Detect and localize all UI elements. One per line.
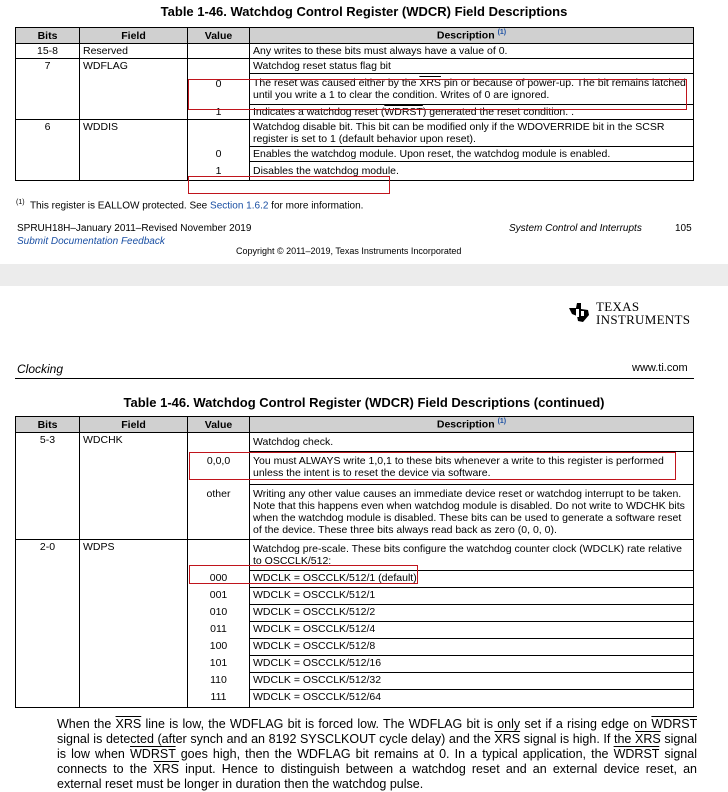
value-cell: 0,0,0: [188, 452, 250, 485]
value-cell: 0: [188, 147, 250, 162]
header-description: [250, 417, 694, 433]
desc-cell: Watchdog pre-scale. These bits configure the watchdog counter clock (WDCLK) rate relative to OSCCLK/512:: [250, 540, 694, 571]
ti-logo: [566, 300, 690, 326]
header-description-label: Description: [436, 29, 495, 42]
header-value: Value: [188, 417, 250, 433]
value-cell: 011: [188, 622, 250, 639]
table-row: [16, 622, 694, 639]
field-cell: WDPS: [80, 540, 188, 571]
header-bits: Bits: [16, 28, 80, 44]
page-number: 105: [675, 223, 692, 234]
section-header: Clocking: [17, 362, 64, 376]
field-cell: WDDIS: [80, 120, 188, 147]
value-cell: 110: [188, 673, 250, 690]
table-row: [16, 571, 694, 588]
table-row: [16, 433, 694, 452]
header-rule: [15, 378, 694, 379]
doc-id: SPRUH18H–January 2011–Revised November 2019: [17, 223, 252, 234]
header-field: Field: [80, 417, 188, 433]
logo-line1: TEXAS: [596, 299, 640, 314]
table-header: [16, 417, 694, 433]
desc-cell: WDCLK = OSCCLK/512/16: [250, 656, 694, 673]
header-value: Value: [188, 28, 250, 44]
table-row: [16, 540, 694, 571]
table-row: [16, 452, 694, 485]
desc-cell: The reset was caused either by the $\overline{XRS}$ pin or because of power-up. The bit remains latched until you write a 1 to clear the condition. Writes of 0 are ignored.: [250, 74, 694, 105]
page-separator: [0, 264, 728, 286]
value-cell: 101: [188, 656, 250, 673]
desc-cell: Watchdog disable bit. This bit can be modified only if the WDOVERRIDE bit in the SCSR register is set to 1 (default behavior upon reset).: [250, 120, 694, 147]
value-cell: [188, 59, 250, 74]
desc-cell: Watchdog reset status flag bit: [250, 59, 694, 74]
value-cell: 1: [188, 105, 250, 120]
table-row: [16, 485, 694, 540]
table-row: [16, 147, 694, 162]
header-bits: Bits: [16, 417, 80, 433]
desc-cell: Any writes to these bits must always have a value of 0.: [250, 44, 694, 59]
ti-logo-icon: [566, 300, 592, 326]
bits-cell: 2-0: [16, 540, 80, 571]
value-cell: 100: [188, 639, 250, 656]
bits-cell: 5-3: [16, 433, 80, 452]
table-row: [16, 120, 694, 147]
table-row: [16, 59, 694, 74]
table-row: [16, 673, 694, 690]
table-title: Table 1-46. Watchdog Control Register (WDCR) Field Descriptions: [160, 4, 568, 19]
table-row: [16, 105, 694, 120]
desc-cell: WDCLK = OSCCLK/512/4: [250, 622, 694, 639]
desc-cell: Indicates a watchdog reset (WDRST) generated the reset condition. .: [250, 105, 694, 120]
bits-cell: 6: [16, 120, 80, 147]
header-description-label: Description: [436, 418, 495, 431]
value-cell: 000: [188, 571, 250, 588]
table-row: [16, 690, 694, 708]
footnote-ref: (1): [497, 29, 507, 37]
feedback-link[interactable]: Submit Documentation Feedback: [17, 236, 165, 247]
value-cell: [188, 44, 250, 59]
field-cell: Reserved: [80, 44, 188, 59]
bits-cell: 15-8: [16, 44, 80, 59]
footnote: $^{(1)}$ This register is EALLOW protected. See Section 1.6.2 for more information.: [16, 199, 364, 212]
section-link[interactable]: Section 1.6.2: [210, 200, 269, 212]
desc-cell: WDCLK = OSCCLK/512/1 (default): [250, 571, 694, 588]
section-name: System Control and Interrupts: [509, 223, 642, 234]
site-url[interactable]: www.ti.com: [632, 362, 688, 374]
field-cell: WDFLAG: [80, 59, 188, 74]
value-cell: 0: [188, 74, 250, 105]
table-row: [16, 588, 694, 605]
table-header: [16, 28, 694, 44]
table-title: Table 1-46. Watchdog Control Register (WDCR) Field Descriptions (continued): [123, 395, 605, 410]
desc-cell: WDCLK = OSCCLK/512/2: [250, 605, 694, 622]
desc-cell: You must ALWAYS write 1,0,1 to these bits whenever a write to this register is performed unless the intent is to reset the device via software.: [250, 452, 694, 485]
bits-cell: 7: [16, 59, 80, 74]
value-cell: 010: [188, 605, 250, 622]
table-row: [16, 656, 694, 673]
value-cell: 001: [188, 588, 250, 605]
table-row: [16, 74, 694, 105]
copyright: Copyright © 2011–2019, Texas Instruments Incorporated: [236, 246, 462, 256]
desc-cell: Watchdog check.: [250, 433, 694, 452]
header-field: Field: [80, 28, 188, 44]
table-row: [16, 162, 694, 181]
table-row: [16, 639, 694, 656]
value-cell: 1: [188, 162, 250, 181]
value-cell: 111: [188, 690, 250, 708]
table-row: [16, 44, 694, 59]
logo-line2: INSTRUMENTS: [596, 312, 691, 327]
desc-cell: WDCLK = OSCCLK/512/8: [250, 639, 694, 656]
desc-cell: Enables the watchdog module. Upon reset, the watchdog module is enabled.: [250, 147, 694, 162]
desc-cell: WDCLK = OSCCLK/512/64: [250, 690, 694, 708]
register-table: [15, 416, 694, 708]
field-cell: WDCHK: [80, 433, 188, 452]
body-paragraph: When the $\overline{XRS}$ line is low, the WDFLAG bit is forced low. The WDFLAG bit is only set if a rising edge on WDRST signal is detected (after synch and an 8192 SYSCLKOUT cycle delay) and the $\overline{XRS}$ signal is high. If the $\overline{XRS}$ signal is low when WDRST goes high, then the WDFLAG bit remains at 0. In a typical application, the WDRST signal connects to the $\overline{XRS}$ input. Hence to distinguish between a watchdog reset and an external device reset, an external reset must be longer in duration then the watchdog pulse.: [57, 717, 697, 791]
desc-cell: WDCLK = OSCCLK/512/32: [250, 673, 694, 690]
desc-cell: Disables the watchdog module.: [250, 162, 694, 181]
desc-cell: Writing any other value causes an immediate device reset or watchdog interrupt to be taken. Note that this happens even when watchdog module is disabled. Do not write to WDCHK bits when the watchdog module is disabled. These bits can be used to generate a software reset of the device. These three bits always read back as zero (0, 0, 0).: [250, 485, 694, 540]
footnote-ref: (1): [497, 418, 507, 426]
register-table: [15, 27, 694, 181]
table-row: [16, 605, 694, 622]
header-description: [250, 28, 694, 44]
value-cell: other: [188, 485, 250, 540]
desc-cell: WDCLK = OSCCLK/512/1: [250, 588, 694, 605]
